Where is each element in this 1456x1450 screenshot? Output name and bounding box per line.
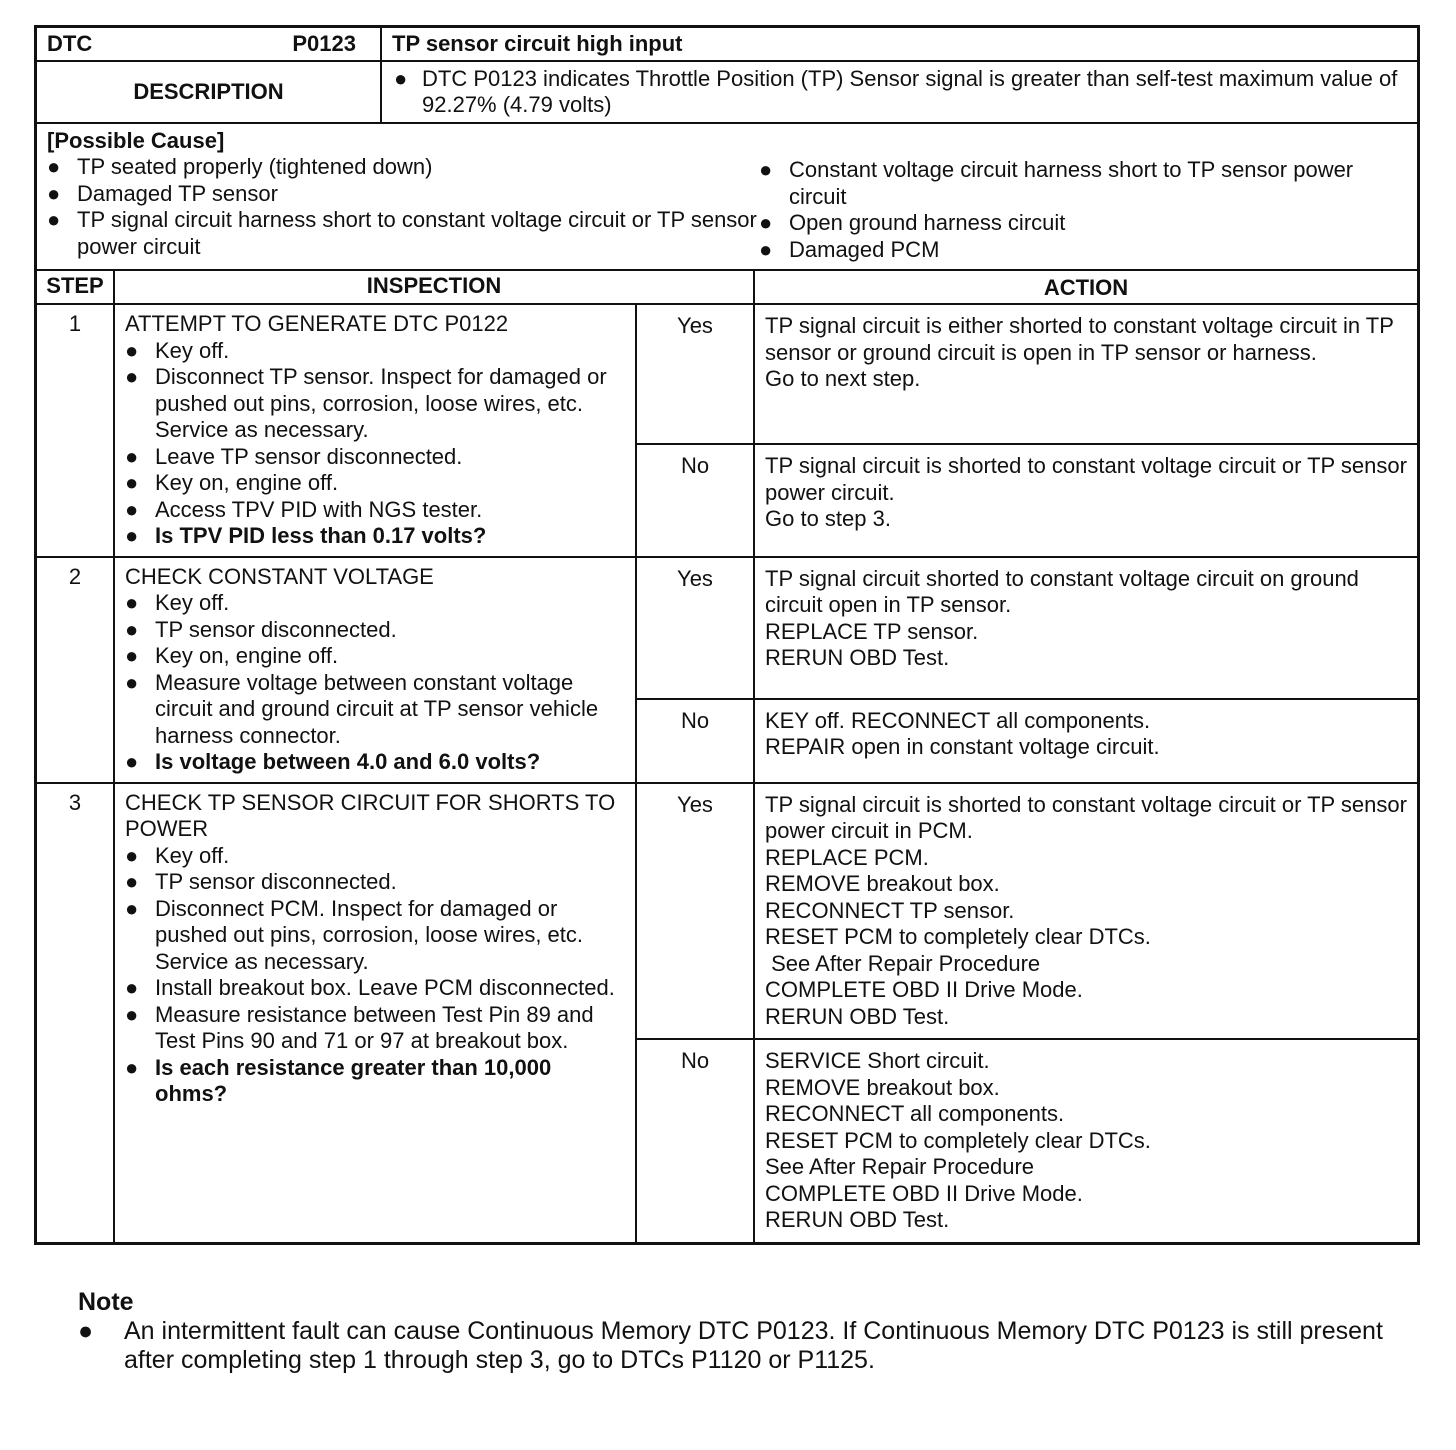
inspection-header: INSPECTION bbox=[115, 271, 755, 303]
answers-cell bbox=[637, 305, 1417, 556]
no-branch bbox=[637, 1038, 1417, 1242]
note-section bbox=[78, 1288, 1408, 1375]
bullet-icon: ● bbox=[125, 523, 139, 548]
bullet-icon: ● bbox=[47, 207, 61, 232]
no-actions: KEY off. RECONNECT all components. REPAIR open in constant voltage circuit. bbox=[765, 707, 1160, 759]
bullet-icon: ● bbox=[125, 1001, 139, 1027]
answers-cell bbox=[637, 558, 1417, 782]
step-number: 1 bbox=[37, 305, 115, 556]
bullet-icon: ● bbox=[125, 1054, 139, 1080]
bullet-icon: ● bbox=[125, 895, 139, 921]
list-item: ● Key off. bbox=[125, 842, 230, 868]
yes-branch bbox=[637, 784, 1417, 1039]
step-question: ● Is voltage between 4.0 and 6.0 volts? bbox=[125, 749, 541, 774]
list-item: ● Key off. bbox=[125, 337, 230, 363]
yes-actions: TP signal circuit shorted to constant voltage circuit on ground circuit open in TP sensor. REPLACE TP sensor. RERUN OBD Test. bbox=[765, 565, 1359, 670]
bullet-icon: ● bbox=[125, 869, 139, 894]
list-item: ● TP signal circuit harness short to constant voltage circuit or TP sensor power circuit bbox=[47, 207, 757, 259]
bullet-icon: ● bbox=[759, 236, 773, 262]
list-item: ● Key on, engine off. bbox=[125, 643, 339, 668]
bullet-icon: ● bbox=[125, 669, 139, 695]
description-row bbox=[37, 62, 1417, 124]
step-heading: ATTEMPT TO GENERATE DTC P0122 bbox=[125, 311, 509, 336]
step-question: ● Is TPV PID less than 0.17 volts? bbox=[125, 523, 487, 548]
bullet-icon: ● bbox=[125, 842, 139, 868]
description-text bbox=[382, 62, 1417, 122]
step-row bbox=[37, 558, 1417, 784]
inspection-cell bbox=[115, 558, 637, 782]
bullet-icon: ● bbox=[78, 1317, 94, 1345]
list-item: ● Constant voltage circuit harness short to TP sensor power circuit bbox=[759, 157, 1354, 209]
list-item: ● Measure resistance between Test Pin 89 and Test Pins 90 and 71 or 97 at breakout box. bbox=[125, 1001, 594, 1053]
list-item: ● Disconnect TP sensor. Inspect for damaged or pushed out pins, corrosion, loose wires, etc. Service as necessary. bbox=[125, 364, 607, 442]
dtc-table bbox=[34, 25, 1420, 1245]
bullet-icon: ● bbox=[47, 154, 61, 179]
step-number: 3 bbox=[37, 784, 115, 1242]
list-item: ● Key on, engine off. bbox=[125, 470, 339, 495]
yes-label: Yes bbox=[637, 558, 755, 698]
list-item: ● TP sensor disconnected. bbox=[125, 869, 397, 894]
note-text: An intermittent fault can cause Continuous Memory DTC P0123. If Continuous Memory DTC P0123 is still present after completing step 1 through step 3, go to DTCs P1120 or P1125. bbox=[124, 1317, 1383, 1374]
bullet-icon: ● bbox=[125, 616, 139, 642]
action-header: ACTION bbox=[1043, 275, 1129, 300]
no-label: No bbox=[637, 445, 755, 556]
step-row bbox=[37, 305, 1417, 558]
bullet-icon: ● bbox=[125, 337, 139, 363]
no-branch bbox=[637, 443, 1417, 556]
dtc-cell bbox=[37, 28, 382, 60]
dtc-label: DTC bbox=[47, 31, 93, 56]
note-item bbox=[78, 1317, 1408, 1375]
bullet-icon: ● bbox=[759, 210, 773, 235]
description-body: DTC P0123 indicates Throttle Position (TP) Sensor signal is greater than self-test maximum value of 92.27% (4.79 volts) bbox=[422, 66, 1398, 117]
dtc-title: TP sensor circuit high input bbox=[392, 31, 683, 56]
step-heading: CHECK CONSTANT VOLTAGE bbox=[125, 563, 434, 589]
inspection-cell bbox=[115, 784, 637, 1242]
list-item: ● Disconnect PCM. Inspect for damaged or pushed out pins, corrosion, loose wires, etc. Service as necessary. bbox=[125, 895, 584, 974]
list-item: ● Open ground harness circuit bbox=[759, 210, 1066, 235]
yes-actions: TP signal circuit is either shorted to constant voltage circuit in TP sensor or ground circuit is open in TP sensor or harness. Go to next step. bbox=[765, 313, 1394, 391]
list-item: ● Damaged TP sensor bbox=[47, 180, 278, 206]
no-actions: TP signal circuit is shorted to constant voltage circuit or TP sensor power circuit. Go to step 3. bbox=[765, 453, 1407, 531]
bullet-icon: ● bbox=[759, 157, 773, 182]
step-header: STEP bbox=[37, 271, 115, 303]
no-label: No bbox=[637, 1040, 755, 1242]
list-item: ● Leave TP sensor disconnected. bbox=[125, 443, 463, 469]
possible-cause-title: [Possible Cause] bbox=[47, 128, 225, 153]
list-item: ● TP seated properly (tightened down) bbox=[47, 154, 433, 179]
yes-branch bbox=[637, 305, 1417, 443]
header-row bbox=[37, 28, 1417, 62]
step-question: ● Is each resistance greater than 10,000 ohms? bbox=[125, 1054, 552, 1106]
step-row bbox=[37, 784, 1417, 1242]
bullet-icon: ● bbox=[125, 496, 139, 522]
possible-cause-right bbox=[759, 154, 1409, 263]
dtc-code: P0123 bbox=[292, 31, 356, 56]
yes-branch bbox=[637, 558, 1417, 698]
bullet-icon: ● bbox=[125, 975, 139, 1000]
bullet-icon: ● bbox=[125, 470, 139, 495]
bullet-icon: ● bbox=[125, 643, 139, 668]
bullet-icon: ● bbox=[125, 443, 139, 469]
step-heading: CHECK TP SENSOR CIRCUIT FOR SHORTS TO POWER bbox=[125, 789, 616, 841]
yes-actions: TP signal circuit is shorted to constant voltage circuit or TP sensor power circuit in PCM. REPLACE PCM. REMOVE breakout box. RECONNECT TP sensor. RESET PCM to completely clear DTCs. See After Repair Procedure COMPLETE OBD II Drive Mode. RERUN OBD Test. bbox=[765, 791, 1407, 1029]
possible-cause bbox=[37, 124, 1417, 269]
no-branch bbox=[637, 698, 1417, 782]
answers-cell bbox=[637, 784, 1417, 1242]
list-item: ● Install breakout box. Leave PCM disconnected. bbox=[125, 975, 615, 1000]
inspection-cell bbox=[115, 305, 637, 556]
possible-cause-row bbox=[37, 124, 1417, 271]
description-label: DESCRIPTION bbox=[37, 62, 382, 122]
step-number: 2 bbox=[37, 558, 115, 782]
list-item: ● Damaged PCM bbox=[759, 236, 940, 262]
note-title: Note bbox=[78, 1288, 134, 1316]
possible-cause-left bbox=[47, 154, 759, 263]
bullet-icon: ● bbox=[125, 590, 139, 615]
list-item: ● Measure voltage between constant voltage circuit and ground circuit at TP sensor vehicle harness connector. bbox=[125, 669, 599, 748]
list-item: ● TP sensor disconnected. bbox=[125, 616, 397, 642]
no-actions: SERVICE Short circuit. REMOVE breakout box. RECONNECT all components. RESET PCM to completely clear DTCs. See After Repair Procedure COMPLETE OBD II Drive Mode. RERUN OBD Test. bbox=[765, 1048, 1151, 1232]
column-header-row bbox=[37, 271, 1417, 305]
list-item: ● Access TPV PID with NGS tester. bbox=[125, 496, 483, 522]
no-label: No bbox=[637, 700, 755, 782]
yes-label: Yes bbox=[637, 305, 755, 443]
bullet-icon: ● bbox=[47, 180, 61, 206]
list-item: ● Key off. bbox=[125, 590, 230, 615]
bullet-icon: ● bbox=[125, 749, 139, 774]
bullet-icon: ● bbox=[125, 364, 139, 389]
bullet-icon: ● bbox=[394, 66, 408, 91]
yes-label: Yes bbox=[637, 784, 755, 1039]
